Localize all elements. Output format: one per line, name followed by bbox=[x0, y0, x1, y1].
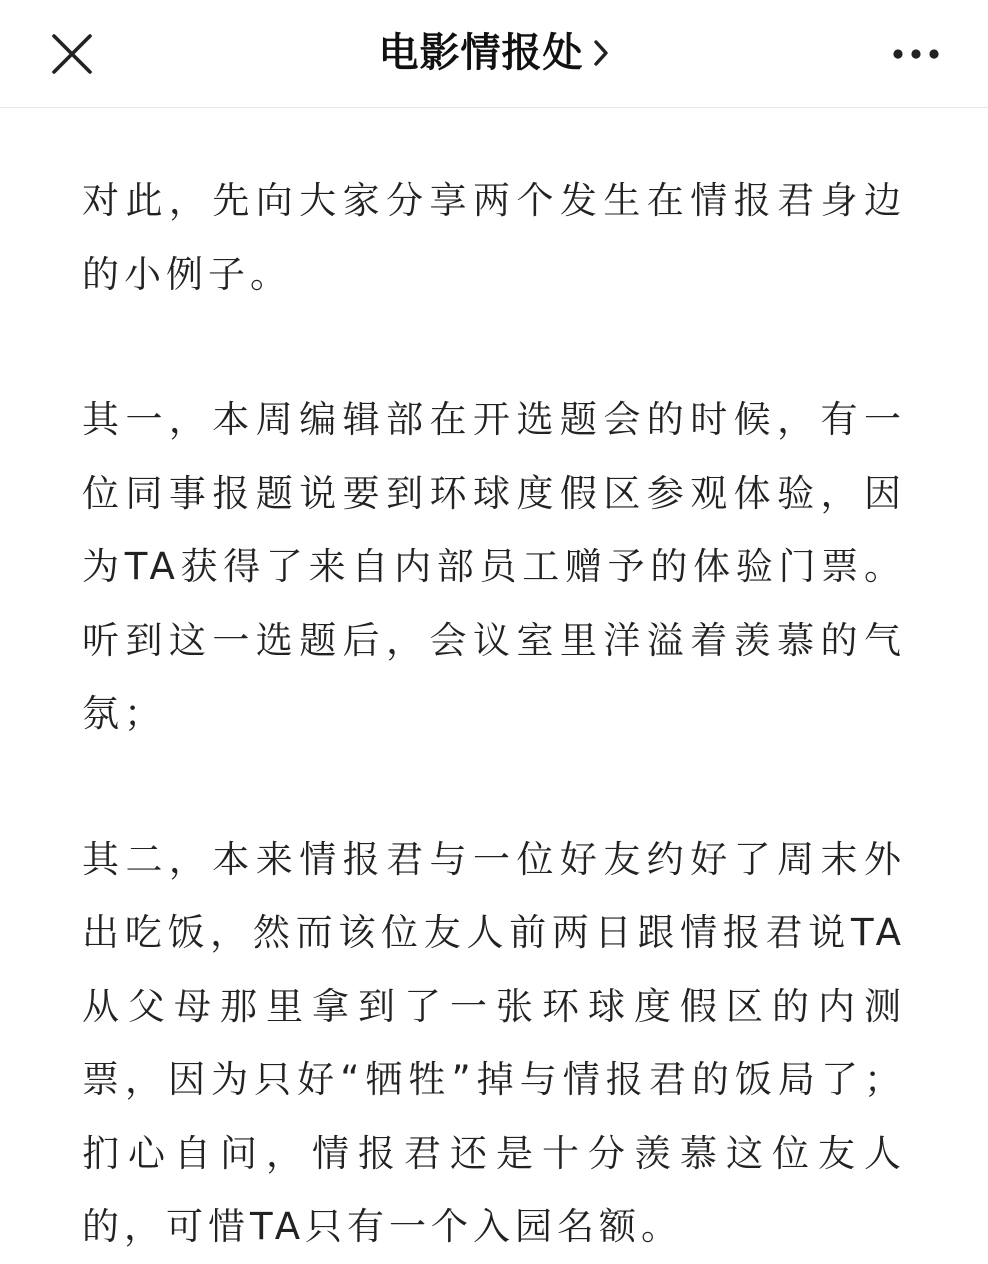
more-options-button[interactable] bbox=[884, 34, 948, 74]
account-title-link[interactable] bbox=[378, 30, 610, 76]
more-horizontal-icon bbox=[884, 34, 948, 74]
article-paragraph-1: 对此，先向大家分享两个发生在情报君身边的小例子。 bbox=[82, 179, 906, 296]
article-paragraph-2: 其一，本周编辑部在开选题会的时候，有一位同事报题说要到环球度假区参观体验，因为TA获得了来自内部员工赠予的体验门票。听到这一选题后，会议室里洋溢着羡慕的气氛； bbox=[82, 398, 906, 735]
top-bar bbox=[0, 0, 988, 108]
article-body bbox=[82, 164, 906, 1264]
article-paragraph-3: 其二，本来情报君与一位好友约好了周末外出吃饭，然而该位友人前两日跟情报君说TA从父母那里拿到了一张环球度假区的内测票，因为只好“牺牲”掉与情报君的饭局了；扪心自问，情报君还是十分羡慕这位友人的，可惜TA只有一个入园名额。 bbox=[82, 837, 906, 1248]
page-title: 电影情报处 bbox=[378, 30, 584, 76]
chevron-right-icon bbox=[592, 38, 610, 68]
close-button[interactable] bbox=[46, 28, 98, 80]
title-area bbox=[0, 0, 988, 106]
close-icon bbox=[46, 28, 98, 80]
